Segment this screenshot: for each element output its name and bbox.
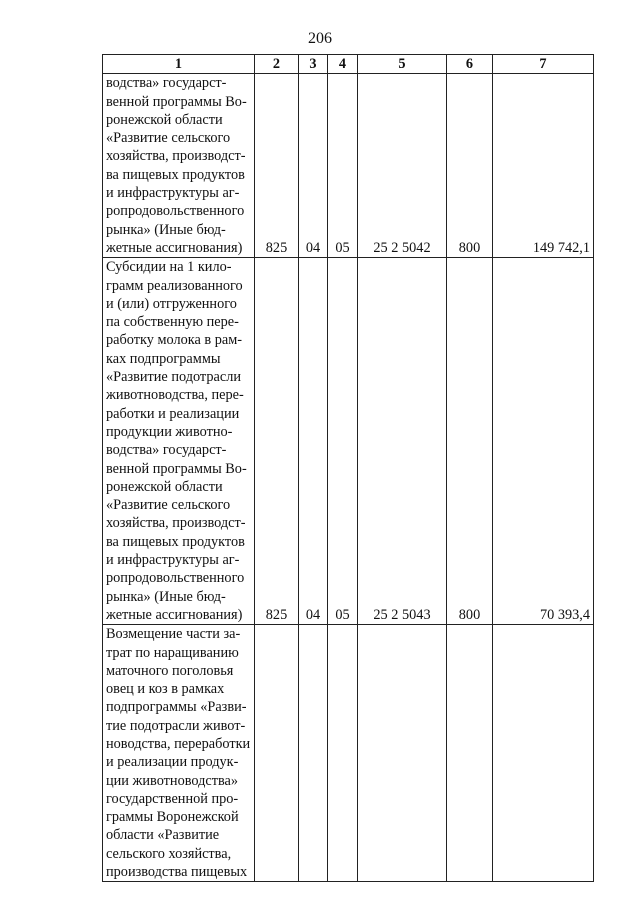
header-col-5: 5	[358, 55, 447, 74]
cell-ministry-code: 825	[255, 74, 299, 258]
description-line: па собственную пере-	[106, 314, 239, 331]
cell-target-item: 25 2 5043	[358, 258, 447, 625]
page-number: 206	[308, 30, 332, 47]
description-line: продукции животно-	[106, 423, 233, 440]
row-description	[103, 625, 255, 882]
description-line: грамм реализованного	[106, 277, 243, 294]
description-line: жетные ассигнования)	[106, 606, 243, 623]
description-line: хозяйства, производст-	[106, 515, 246, 532]
description-line: животноводства, пере-	[106, 387, 244, 404]
description-line: ронежской области	[106, 111, 223, 128]
budget-table	[102, 54, 594, 882]
cell-target-item: 25 2 5042	[358, 74, 447, 258]
cell-subsection: 05	[328, 74, 358, 258]
description-line: жетные ассигнования)	[106, 239, 243, 256]
description-line: подпрограммы «Разви-	[106, 699, 247, 716]
cell-amount: 149 742,1	[493, 74, 594, 258]
description-line: рынка» (Иные бюд-	[106, 221, 226, 238]
cell-expense-type: 800	[447, 258, 493, 625]
header-col-3: 3	[299, 55, 328, 74]
cell-section	[299, 625, 328, 882]
description-line: ках подпрограммы	[106, 350, 221, 367]
description-line: тие подотрасли живот-	[106, 717, 246, 734]
description-line: хозяйства, производст-	[106, 148, 246, 165]
header-col-7: 7	[493, 55, 594, 74]
description-line: ва пищевых продуктов	[106, 166, 245, 183]
header-col-4: 4	[328, 55, 358, 74]
description-line: и (или) отгруженного	[106, 295, 237, 312]
description-line: ропродовольственного	[106, 570, 245, 587]
description-line: рынка» (Иные бюд-	[106, 588, 226, 605]
description-line: «Развитие подотрасли	[106, 369, 241, 386]
cell-ministry-code	[255, 625, 299, 882]
description-line: и инфраструктуры аг-	[106, 185, 240, 202]
table-row	[103, 625, 594, 882]
description-line: новодства, переработки	[106, 735, 251, 752]
description-line: области «Развитие	[106, 827, 220, 844]
header-col-2: 2	[255, 55, 299, 74]
description-line: овец и коз в рамках	[106, 681, 225, 698]
description-line: водства» государст-	[106, 442, 227, 459]
description-line: ва пищевых продуктов	[106, 533, 245, 550]
description-line: водства» государст-	[106, 75, 227, 92]
cell-expense-type	[447, 625, 493, 882]
header-col-6: 6	[447, 55, 493, 74]
row-description	[103, 74, 255, 258]
header-col-1: 1	[103, 55, 255, 74]
description-line: граммы Воронежской	[106, 809, 239, 826]
description-line: сельского хозяйства,	[106, 845, 232, 862]
description-line: «Развитие сельского	[106, 130, 231, 147]
description-line: производства пищевых	[106, 864, 248, 881]
cell-subsection: 05	[328, 258, 358, 625]
description-line: ции животноводства»	[106, 772, 239, 789]
description-line: маточного поголовья	[106, 662, 234, 679]
cell-section: 04	[299, 258, 328, 625]
description-line: ронежской области	[106, 478, 223, 495]
description-line: ропродовольственного	[106, 203, 245, 220]
description-line: венной программы Во-	[106, 460, 247, 477]
cell-amount: 70 393,4	[493, 258, 594, 625]
cell-amount	[493, 625, 594, 882]
description-line: работки и реализации	[106, 405, 240, 422]
description-line: работку молока в рам-	[106, 332, 243, 349]
cell-subsection	[328, 625, 358, 882]
description-line: венной программы Во-	[106, 93, 247, 110]
description-line: и реализации продук-	[106, 754, 239, 771]
description-line: «Развитие сельского	[106, 497, 231, 514]
cell-ministry-code: 825	[255, 258, 299, 625]
cell-expense-type: 800	[447, 74, 493, 258]
description-line: государственной про-	[106, 790, 239, 807]
description-line: Субсидии на 1 кило-	[106, 259, 232, 276]
description-line: трат по наращиванию	[106, 644, 239, 661]
table-row	[103, 258, 594, 625]
header-row	[103, 55, 594, 74]
description-line: Возмещение части за-	[106, 626, 241, 643]
table-row	[103, 74, 594, 258]
cell-section: 04	[299, 74, 328, 258]
row-description	[103, 258, 255, 625]
description-line: и инфраструктуры аг-	[106, 552, 240, 569]
cell-target-item	[358, 625, 447, 882]
